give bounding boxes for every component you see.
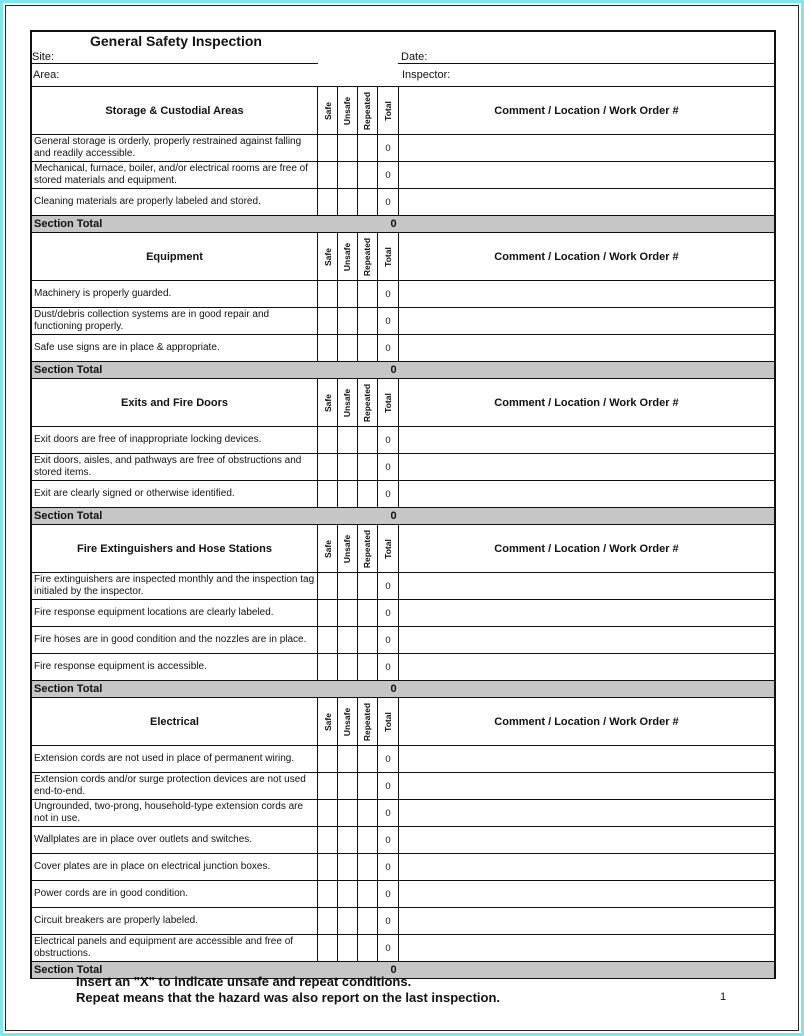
column-header-unsafe-label: Unsafe [342,242,353,271]
unsafe-checkbox-cell[interactable] [338,427,358,453]
comment-cell[interactable] [399,773,774,799]
item-description: Machinery is properly guarded. [32,281,318,307]
item-total: 0 [378,308,399,334]
item-description: Exit doors, aisles, and pathways are free of obstructions and stored items. [32,454,318,480]
column-header-unsafe [338,233,358,280]
section-total-value: 0 [390,510,397,522]
repeated-checkbox-cell[interactable] [358,281,378,307]
safe-checkbox-cell[interactable] [318,481,338,507]
section-total-value: 0 [390,964,397,976]
section-header-row [32,379,774,427]
table-row [32,654,774,681]
item-total: 0 [378,746,399,772]
unsafe-checkbox-cell[interactable] [338,189,358,215]
column-header-safe-label: Safe [322,539,333,558]
section-total-value: 0 [390,683,397,695]
inspection-section [32,87,774,233]
column-header-comment: Comment / Location / Work Order # [494,396,679,409]
column-header-comment: Comment / Location / Work Order # [494,250,679,263]
column-header-safe [318,698,338,745]
section-total-label: Section Total [34,218,103,230]
section-title: Exits and Fire Doors [32,379,318,426]
comment-cell[interactable] [399,162,774,188]
table-row [32,627,774,654]
repeated-checkbox-cell[interactable] [358,800,378,826]
item-description: Extension cords are not used in place of permanent wiring. [32,746,318,772]
column-header-comment: Comment / Location / Work Order # [494,715,679,728]
column-header-repeated-label: Repeated [362,237,373,276]
comment-cell[interactable] [399,281,774,307]
area-field[interactable]: Area: [33,69,60,81]
column-header-safe [318,525,338,572]
section-total-label: Section Total [34,364,103,376]
repeated-checkbox-cell[interactable] [358,573,378,599]
safe-checkbox-cell[interactable] [318,800,338,826]
comment-cell[interactable] [399,881,774,907]
section-header-row [32,525,774,573]
repeated-checkbox-cell[interactable] [358,881,378,907]
column-header-safe [318,233,338,280]
item-total: 0 [378,881,399,907]
item-total: 0 [378,854,399,880]
inspection-section [32,525,774,698]
table-row [32,162,774,189]
comment-cell[interactable] [399,627,774,653]
item-total: 0 [378,800,399,826]
table-row [32,827,774,854]
unsafe-checkbox-cell[interactable] [338,281,358,307]
repeated-checkbox-cell[interactable] [358,746,378,772]
safe-checkbox-cell[interactable] [318,908,338,934]
item-total: 0 [378,627,399,653]
table-row [32,481,774,508]
unsafe-checkbox-cell[interactable] [338,800,358,826]
item-description: Dust/debris collection systems are in good repair and functioning properly. [32,308,318,334]
repeated-checkbox-cell[interactable] [358,654,378,680]
inspection-form [30,30,776,979]
table-row [32,854,774,881]
section-total-value: 0 [390,218,397,230]
safe-checkbox-cell[interactable] [318,881,338,907]
item-description: Fire hoses are in good condition and the nozzles are in place. [32,627,318,653]
unsafe-checkbox-cell[interactable] [338,481,358,507]
footer-note-repeat: Repeat means that the hazard was also report on the last inspection. [76,990,501,1005]
column-header-unsafe-label: Unsafe [342,96,353,125]
unsafe-checkbox-cell[interactable] [338,600,358,626]
comment-cell[interactable] [399,654,774,680]
table-row [32,189,774,216]
comment-cell[interactable] [399,827,774,853]
column-header-repeated [358,379,378,426]
unsafe-checkbox-cell[interactable] [338,746,358,772]
column-header-total [378,87,399,134]
column-header-total [378,233,399,280]
table-row [32,573,774,600]
section-total-row [32,216,774,233]
section-total-row [32,362,774,379]
safe-checkbox-cell[interactable] [318,773,338,799]
section-total-label: Section Total [34,964,103,976]
inspection-section [32,379,774,525]
item-description: Circuit breakers are properly labeled. [32,908,318,934]
section-total-value: 0 [390,364,397,376]
comment-cell[interactable] [399,908,774,934]
repeated-checkbox-cell[interactable] [358,600,378,626]
safe-checkbox-cell[interactable] [318,281,338,307]
table-row [32,800,774,827]
date-field[interactable]: Date: [398,51,774,64]
comment-cell[interactable] [399,935,774,961]
column-header-safe-label: Safe [322,712,333,731]
site-field[interactable]: Site: [32,51,318,64]
column-header-total [378,525,399,572]
item-total: 0 [378,573,399,599]
column-header-total-label: Total [383,100,393,121]
safe-checkbox-cell[interactable] [318,162,338,188]
item-description: Power cords are in good condition. [32,881,318,907]
column-header-unsafe-label: Unsafe [342,534,353,563]
repeated-checkbox-cell[interactable] [358,935,378,961]
safe-checkbox-cell[interactable] [318,627,338,653]
comment-cell[interactable] [399,308,774,334]
repeated-checkbox-cell[interactable] [358,335,378,361]
item-description: Extension cords and/or surge protection devices are not used end-to-end. [32,773,318,799]
item-description: Electrical panels and equipment are accessible and free of obstructions. [32,935,318,961]
item-total: 0 [378,135,399,161]
column-header-safe-label: Safe [322,393,333,412]
section-total-row [32,681,774,698]
table-row [32,135,774,162]
unsafe-checkbox-cell[interactable] [338,627,358,653]
item-description: Cover plates are in place on electrical junction boxes. [32,854,318,880]
column-header-total [378,379,399,426]
safe-checkbox-cell[interactable] [318,427,338,453]
column-header-repeated [358,233,378,280]
repeated-checkbox-cell[interactable] [358,454,378,480]
unsafe-checkbox-cell[interactable] [338,773,358,799]
comment-cell[interactable] [399,335,774,361]
footer-note-unsafe: Insert an "X" to indicate unsafe and repeat conditions. [76,974,412,989]
safe-checkbox-cell[interactable] [318,454,338,480]
column-header-safe-label: Safe [322,101,333,120]
column-header-comment: Comment / Location / Work Order # [494,542,679,555]
column-header-repeated-label: Repeated [362,702,373,741]
section-title: Storage & Custodial Areas [32,87,318,134]
comment-cell[interactable] [399,427,774,453]
item-total: 0 [378,908,399,934]
table-row [32,746,774,773]
table-row [32,335,774,362]
item-total: 0 [378,773,399,799]
column-header-unsafe-label: Unsafe [342,707,353,736]
unsafe-checkbox-cell[interactable] [338,308,358,334]
safe-checkbox-cell[interactable] [318,854,338,880]
table-row [32,881,774,908]
item-description: Fire extinguishers are inspected monthly and the inspection tag initialed by the inspector. [32,573,318,599]
column-header-unsafe [338,525,358,572]
table-row [32,600,774,627]
comment-cell[interactable] [399,800,774,826]
safe-checkbox-cell[interactable] [318,573,338,599]
unsafe-checkbox-cell[interactable] [338,654,358,680]
unsafe-checkbox-cell[interactable] [338,454,358,480]
safe-checkbox-cell[interactable] [318,135,338,161]
table-row [32,935,774,962]
unsafe-checkbox-cell[interactable] [338,335,358,361]
column-header-comment: Comment / Location / Work Order # [494,104,679,117]
page-number: 1 [720,991,727,1003]
item-description: Exit doors are free of inappropriate locking devices. [32,427,318,453]
unsafe-checkbox-cell[interactable] [338,854,358,880]
repeated-checkbox-cell[interactable] [358,827,378,853]
item-total: 0 [378,600,399,626]
safe-checkbox-cell[interactable] [318,746,338,772]
item-total: 0 [378,454,399,480]
column-header-repeated-label: Repeated [362,383,373,422]
comment-cell[interactable] [399,854,774,880]
item-description: Fire response equipment locations are clearly labeled. [32,600,318,626]
unsafe-checkbox-cell[interactable] [338,162,358,188]
column-header-repeated [358,87,378,134]
section-title: Fire Extinguishers and Hose Stations [32,525,318,572]
item-total: 0 [378,935,399,961]
column-header-safe-label: Safe [322,247,333,266]
item-description: Cleaning materials are properly labeled and stored. [32,189,318,215]
section-total-row [32,508,774,525]
item-description: General storage is orderly, properly restrained against falling and readily accessible. [32,135,318,161]
table-row [32,308,774,335]
column-header-safe [318,87,338,134]
section-title: Electrical [32,698,318,745]
item-total: 0 [378,335,399,361]
table-row [32,908,774,935]
comment-cell[interactable] [399,573,774,599]
comment-cell[interactable] [399,135,774,161]
repeated-checkbox-cell[interactable] [358,773,378,799]
column-header-total-label: Total [383,538,393,559]
item-description: Safe use signs are in place & appropriate. [32,335,318,361]
repeated-checkbox-cell[interactable] [358,481,378,507]
unsafe-checkbox-cell[interactable] [338,908,358,934]
unsafe-checkbox-cell[interactable] [338,881,358,907]
section-header-row [32,87,774,135]
section-total-label: Section Total [34,510,103,522]
unsafe-checkbox-cell[interactable] [338,135,358,161]
column-header-total-label: Total [383,246,393,267]
safe-checkbox-cell[interactable] [318,600,338,626]
column-header-total [378,698,399,745]
safe-checkbox-cell[interactable] [318,654,338,680]
comment-cell[interactable] [399,454,774,480]
unsafe-checkbox-cell[interactable] [338,573,358,599]
safe-checkbox-cell[interactable] [318,308,338,334]
item-total: 0 [378,162,399,188]
repeated-checkbox-cell[interactable] [358,627,378,653]
item-description: Wallplates are in place over outlets and switches. [32,827,318,853]
table-row [32,427,774,454]
table-row [32,773,774,800]
unsafe-checkbox-cell[interactable] [338,827,358,853]
column-header-total-label: Total [383,392,393,413]
item-description: Ungrounded, two-prong, household-type extension cords are not in use. [32,800,318,826]
safe-checkbox-cell[interactable] [318,335,338,361]
comment-cell[interactable] [399,189,774,215]
inspector-field[interactable]: Inspector: [402,69,451,81]
item-total: 0 [378,427,399,453]
section-title: Equipment [32,233,318,280]
section-header-row [32,233,774,281]
form-title: General Safety Inspection [90,33,262,49]
repeated-checkbox-cell[interactable] [358,189,378,215]
comment-cell[interactable] [399,600,774,626]
comment-cell[interactable] [399,746,774,772]
item-description: Fire response equipment is accessible. [32,654,318,680]
column-header-repeated [358,698,378,745]
repeated-checkbox-cell[interactable] [358,854,378,880]
safe-checkbox-cell[interactable] [318,827,338,853]
column-header-unsafe [338,87,358,134]
item-description: Exit are clearly signed or otherwise identified. [32,481,318,507]
table-row [32,281,774,308]
inspection-section [32,698,774,979]
sections-container [32,87,774,979]
inspection-section [32,233,774,379]
column-header-unsafe [338,379,358,426]
column-header-repeated [358,525,378,572]
section-header-row [32,698,774,746]
item-total: 0 [378,481,399,507]
item-total: 0 [378,827,399,853]
repeated-checkbox-cell[interactable] [358,427,378,453]
item-total: 0 [378,281,399,307]
column-header-safe [318,379,338,426]
comment-cell[interactable] [399,481,774,507]
safe-checkbox-cell[interactable] [318,935,338,961]
table-row [32,454,774,481]
item-total: 0 [378,189,399,215]
column-header-repeated-label: Repeated [362,91,373,130]
repeated-checkbox-cell[interactable] [358,135,378,161]
column-header-unsafe [338,698,358,745]
repeated-checkbox-cell[interactable] [358,908,378,934]
item-total: 0 [378,654,399,680]
safe-checkbox-cell[interactable] [318,189,338,215]
repeated-checkbox-cell[interactable] [358,162,378,188]
section-total-label: Section Total [34,683,103,695]
column-header-unsafe-label: Unsafe [342,388,353,417]
column-header-repeated-label: Repeated [362,529,373,568]
column-header-total-label: Total [383,711,393,732]
item-description: Mechanical, furnace, boiler, and/or electrical rooms are free of stored materials and equipment. [32,162,318,188]
unsafe-checkbox-cell[interactable] [338,935,358,961]
repeated-checkbox-cell[interactable] [358,308,378,334]
